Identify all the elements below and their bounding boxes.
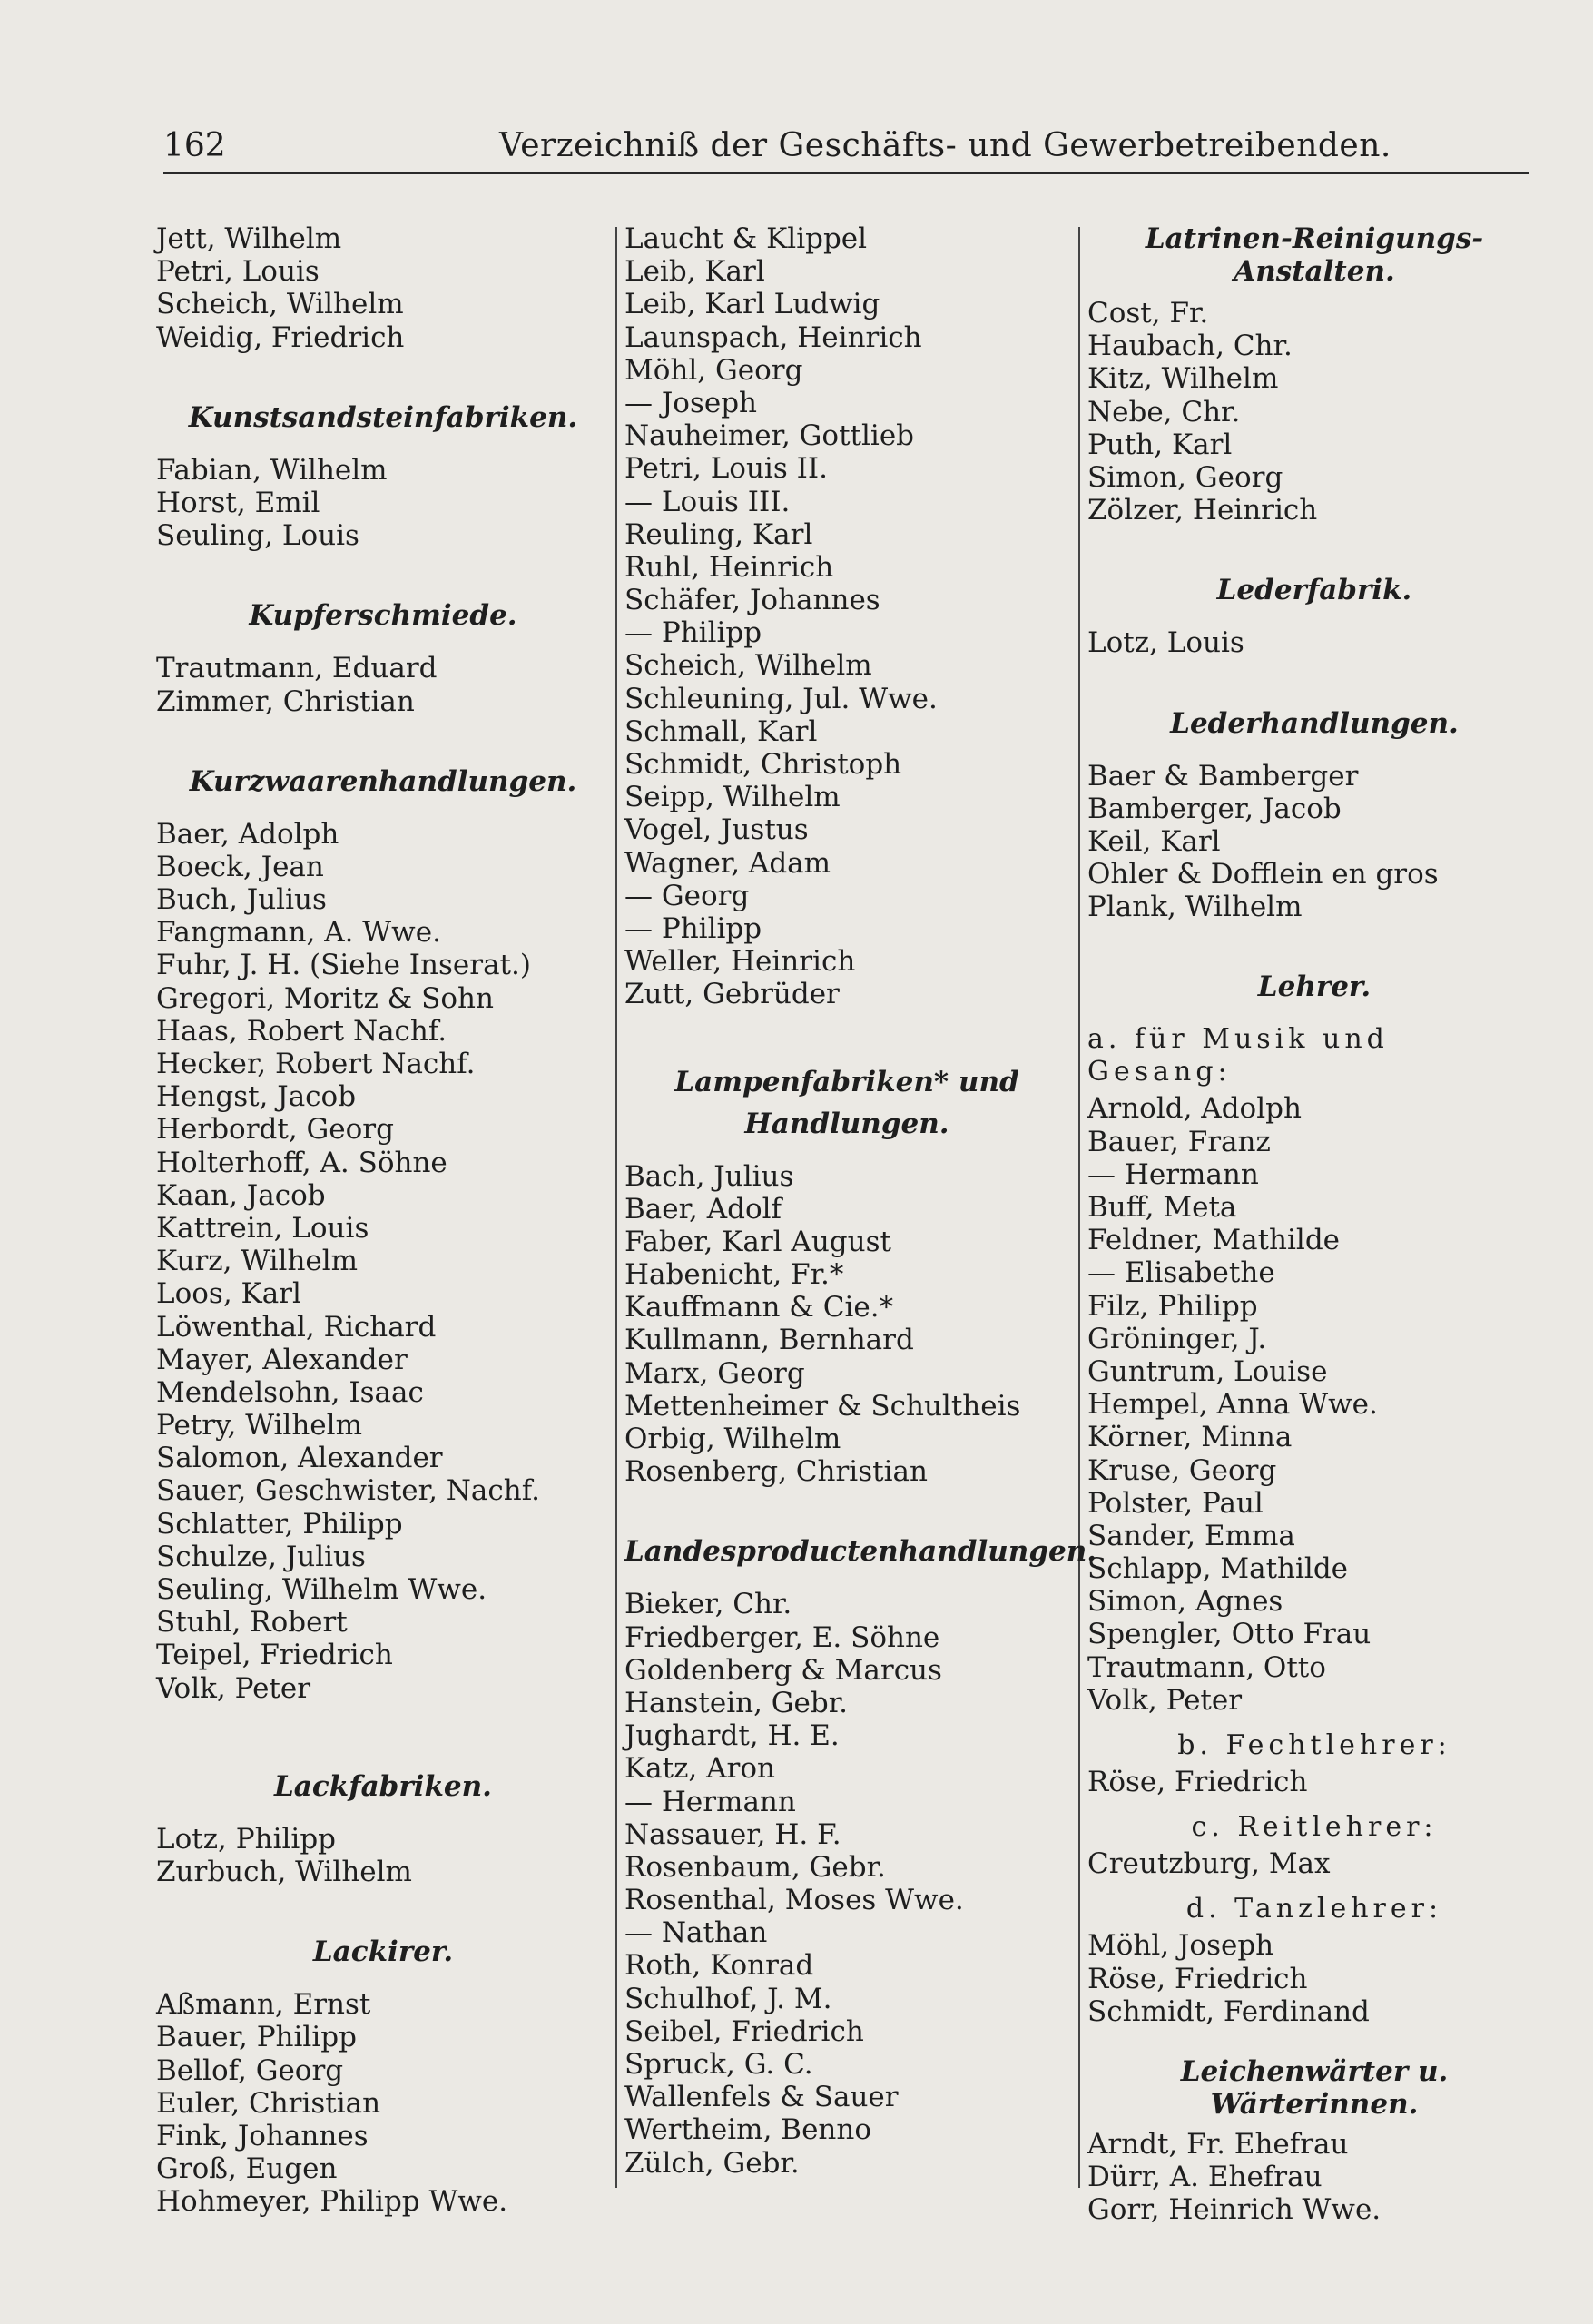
list-entry: Arndt, Fr. Ehefrau [1087, 2127, 1349, 2161]
page-number: 162 [163, 127, 226, 164]
list-entry: Euler, Christian [156, 2086, 381, 2120]
list-entry: Bauer, Franz [1087, 1125, 1271, 1158]
list-entry: Zurbuch, Wilhelm [156, 1855, 412, 1888]
list-entry: Fink, Johannes [156, 2119, 369, 2152]
list-entry: Schlapp, Mathilde [1087, 1552, 1349, 1586]
list-entry: Volk, Peter [1087, 1683, 1243, 1717]
name-list [156, 222, 610, 354]
list-entry: Schlatter, Philipp [156, 1507, 403, 1541]
name-list [1087, 1092, 1541, 1717]
list-entry: Hempel, Anna Wwe. [1087, 1388, 1378, 1422]
list-entry: Hengst, Jacob [156, 1080, 357, 1114]
list-entry: Seipp, Wilhelm [624, 781, 841, 814]
list-entry: Marx, Georg [624, 1356, 805, 1390]
list-entry: Löwenthal, Richard [156, 1310, 437, 1344]
list-entry: Sander, Emma [1087, 1519, 1295, 1552]
list-entry: Volk, Peter [156, 1671, 311, 1705]
list-entry: Weidig, Friedrich [156, 320, 405, 354]
running-title: Verzeichniß der Geschäfts- und Gewerbetreibenden. [499, 127, 1391, 164]
list-entry: Boeck, Jean [156, 850, 324, 883]
list-entry: Leib, Karl Ludwig [624, 288, 880, 321]
column-3 [1087, 222, 1541, 2227]
list-entry: Fangmann, A. Wwe. [156, 916, 441, 950]
name-list [624, 222, 1069, 1011]
list-entry: Leib, Karl [624, 255, 765, 289]
name-list [1087, 2128, 1541, 2227]
list-entry: Bieker, Chr. [624, 1588, 792, 1621]
list-entry: Spruck, G. C. [624, 2048, 813, 2081]
list-entry: Kattrein, Louis [156, 1211, 369, 1245]
section-title: Leichenwärter u. Wärterinnen. [1180, 2054, 1449, 2121]
list-entry: Rosenbaum, Gebr. [624, 1850, 886, 1884]
list-entry: Gröninger, J. [1087, 1322, 1267, 1355]
list-entry: Polster, Paul [1087, 1486, 1264, 1520]
list-entry: Hanstein, Gebr. [624, 1686, 849, 1719]
list-entry: Bauer, Philipp [156, 2021, 357, 2054]
list-entry: Puth, Karl [1087, 428, 1233, 461]
list-entry: Petri, Louis [156, 255, 320, 289]
list-entry: Schmidt, Ferdinand [1087, 1994, 1370, 2028]
list-entry: Arnold, Adolph [1087, 1092, 1302, 1126]
list-entry: Schmall, Karl [624, 714, 818, 748]
list-entry: Gorr, Heinrich Wwe. [1087, 2193, 1382, 2227]
list-entry: — Hermann [1087, 1157, 1259, 1191]
list-entry: Bamberger, Jacob [1087, 792, 1342, 825]
list-entry: Mendelsohn, Isaac [156, 1375, 424, 1409]
column-2 [624, 222, 1097, 2180]
section-title: Lehrer. [1257, 970, 1372, 1004]
list-entry: Friedberger, E. Söhne [624, 1620, 940, 1654]
name-list [624, 1160, 1069, 1489]
list-entry: Zülch, Gebr. [624, 2146, 800, 2180]
list-entry: Baer & Bamberger [1087, 759, 1359, 793]
list-entry: Schulze, Julius [156, 1540, 366, 1573]
name-list [156, 1988, 610, 2218]
list-entry: Rosenthal, Moses Wwe. [624, 1884, 964, 1917]
list-entry: — Philipp [624, 616, 762, 650]
name-list [1087, 1847, 1541, 1880]
list-entry: Trautmann, Otto [1087, 1650, 1326, 1684]
subsection-title: a. für Musik und Gesang: [1087, 1023, 1389, 1088]
name-list [1087, 626, 1541, 659]
list-entry: Haubach, Chr. [1087, 330, 1293, 363]
list-entry: Nauheimer, Gottlieb [624, 419, 915, 453]
list-entry: — Philipp [624, 911, 762, 945]
list-entry: Aßmann, Ernst [156, 1988, 371, 2022]
name-list [1087, 1929, 1541, 2028]
list-entry: Seibel, Friedrich [624, 2014, 864, 2048]
name-list [1087, 760, 1541, 924]
list-entry: Jughardt, H. E. [624, 1719, 840, 1753]
list-entry: Wertheim, Benno [624, 2113, 872, 2147]
section-title: Lampenfabriken* und [674, 1065, 1019, 1098]
list-entry: Launspach, Heinrich [624, 320, 922, 354]
list-entry: Kauffmann & Cie.* [624, 1291, 894, 1324]
list-entry: Baer, Adolph [156, 817, 339, 851]
list-entry: Ohler & Dofflein en gros [1087, 858, 1439, 891]
section-title: Lederfabrik. [1216, 574, 1412, 607]
list-entry: Groß, Eugen [156, 2152, 338, 2186]
list-entry: Bach, Julius [624, 1159, 794, 1193]
section-title-continued: Anstalten. [1234, 255, 1395, 288]
list-entry: Mayer, Alexander [156, 1343, 408, 1376]
list-entry: Feldner, Mathilde [1087, 1224, 1341, 1257]
list-entry: Schulhof, J. M. [624, 1982, 832, 2015]
list-entry: Simon, Georg [1087, 460, 1283, 494]
name-list [1087, 1766, 1541, 1798]
list-entry: Simon, Agnes [1087, 1585, 1283, 1619]
list-entry: — Georg [624, 879, 750, 912]
list-entry: Habenicht, Fr.* [624, 1258, 844, 1292]
list-entry: Goldenberg & Marcus [624, 1653, 942, 1687]
list-entry: Scheich, Wilhelm [624, 649, 872, 683]
list-entry: Seuling, Wilhelm Wwe. [156, 1573, 487, 1606]
list-entry: Gregori, Moritz & Sohn [156, 981, 494, 1015]
section-title: Kurzwaarenhandlungen. [189, 764, 577, 798]
list-entry: Wagner, Adam [624, 846, 831, 880]
section-title-continued: Handlungen. [744, 1107, 949, 1140]
list-entry: Weller, Heinrich [624, 945, 856, 979]
column-divider-left [615, 227, 617, 2188]
section-title: Landesproductenhandlungen. [624, 1535, 1097, 1569]
list-entry: Zutt, Gebrüder [624, 978, 840, 1011]
name-list [156, 818, 610, 1705]
list-entry: — Hermann [624, 1785, 796, 1818]
list-entry: Plank, Wilhelm [1087, 891, 1303, 924]
name-list [156, 1823, 610, 1888]
list-entry: Trautmann, Eduard [156, 652, 438, 685]
subsection-title: c. Reitlehrer: [1191, 1811, 1438, 1844]
list-entry: Keil, Karl [1087, 824, 1221, 858]
list-entry: Lotz, Philipp [156, 1822, 337, 1856]
section-title: Kunstsandsteinfabriken. [188, 400, 578, 434]
list-entry: Stuhl, Robert [156, 1606, 348, 1640]
list-entry: Dürr, A. Ehefrau [1087, 2161, 1323, 2194]
list-entry: — Nathan [624, 1916, 768, 1950]
list-entry: Nebe, Chr. [1087, 395, 1241, 428]
section-title: Lackirer. [312, 1935, 454, 1969]
list-entry: Filz, Philipp [1087, 1289, 1258, 1323]
list-entry: Faber, Karl August [624, 1225, 891, 1258]
list-entry: Rosenberg, Christian [624, 1455, 928, 1489]
list-entry: — Elisabethe [1087, 1256, 1275, 1290]
list-entry: Bellof, Georg [156, 2053, 344, 2087]
list-entry: Petry, Wilhelm [156, 1409, 362, 1443]
list-entry: Salomon, Alexander [156, 1442, 443, 1475]
name-list [624, 1588, 1069, 2179]
subsection-title: d. Tanzlehrer: [1185, 1893, 1443, 1925]
list-entry: Herbordt, Georg [156, 1113, 394, 1147]
subsection-title: b. Fechtlehrer: [1177, 1729, 1451, 1761]
list-entry: Orbig, Wilhelm [624, 1423, 841, 1455]
list-entry: Baer, Adolf [624, 1192, 782, 1226]
list-entry: Röse, Friedrich [1087, 1766, 1308, 1798]
name-list [156, 454, 610, 553]
list-entry: Kruse, Georg [1087, 1453, 1277, 1487]
name-list [1087, 297, 1541, 527]
list-entry: Katz, Aron [624, 1752, 775, 1786]
list-entry: — Joseph [624, 386, 758, 419]
list-entry: Möhl, Georg [624, 353, 803, 387]
list-entry: Zölzer, Heinrich [1087, 494, 1318, 527]
list-entry: Buff, Meta [1087, 1191, 1237, 1224]
list-entry: Fuhr, J. H. (Siehe Inserat.) [156, 949, 531, 982]
list-entry: Horst, Emil [156, 486, 320, 519]
list-entry: Kitz, Wilhelm [1087, 362, 1279, 396]
list-entry: Lotz, Louis [1087, 626, 1244, 660]
list-entry: Möhl, Joseph [1087, 1929, 1274, 1963]
section-title: Lederhandlungen. [1170, 706, 1459, 740]
list-entry: Scheich, Wilhelm [156, 288, 404, 321]
list-entry: Schäfer, Johannes [624, 584, 880, 617]
page-header [163, 127, 1529, 174]
list-entry: Cost, Fr. [1087, 297, 1209, 330]
list-entry: Holterhoff, A. Söhne [156, 1146, 447, 1179]
list-entry: Laucht & Klippel [624, 222, 868, 255]
section-title: Kupferschmiede. [249, 599, 517, 633]
column-1 [156, 222, 610, 2218]
list-entry: Buch, Julius [156, 883, 327, 917]
list-entry: Sauer, Geschwister, Nachf. [156, 1474, 540, 1508]
list-entry: Jett, Wilhelm [156, 222, 342, 255]
list-entry: Zimmer, Christian [156, 684, 415, 718]
list-entry: Körner, Minna [1087, 1421, 1293, 1454]
name-list [156, 652, 610, 717]
list-entry: Kaan, Jacob [156, 1178, 326, 1212]
column-divider-right [1078, 227, 1080, 2188]
list-entry: Roth, Konrad [624, 1949, 814, 1983]
list-entry: Teipel, Friedrich [156, 1639, 393, 1672]
list-entry: Seuling, Louis [156, 519, 359, 553]
list-entry: Haas, Robert Nachf. [156, 1014, 447, 1048]
list-entry: — Louis III. [624, 485, 791, 518]
list-entry: Hohmeyer, Philipp Wwe. [156, 2185, 508, 2219]
list-entry: Guntrum, Louise [1087, 1354, 1328, 1388]
list-entry: Schmidt, Christoph [624, 748, 902, 781]
list-entry: Vogel, Justus [624, 813, 809, 847]
list-entry: Spengler, Otto Frau [1087, 1618, 1372, 1651]
list-entry: Mettenheimer & Schultheis [624, 1389, 1021, 1423]
list-entry: Nassauer, H. F. [624, 1817, 841, 1851]
list-entry: Fabian, Wilhelm [156, 453, 388, 487]
list-entry: Wallenfels & Sauer [624, 2081, 899, 2114]
list-entry: Hecker, Robert Nachf. [156, 1048, 476, 1080]
list-entry: Reuling, Karl [624, 517, 813, 551]
list-entry: Kurz, Wilhelm [156, 1245, 359, 1278]
section-title: Latrinen-Reinigungs- [1145, 222, 1484, 255]
list-entry: Röse, Friedrich [1087, 1962, 1308, 1995]
list-entry: Schleuning, Jul. Wwe. [624, 682, 938, 715]
list-entry: Loos, Karl [156, 1277, 301, 1311]
list-entry: Ruhl, Heinrich [624, 550, 834, 584]
section-title: Lackfabriken. [274, 1769, 492, 1803]
list-entry: Creutzburg, Max [1087, 1847, 1331, 1881]
list-entry: Petri, Louis II. [624, 452, 828, 486]
list-entry: Kullmann, Bernhard [624, 1324, 914, 1357]
